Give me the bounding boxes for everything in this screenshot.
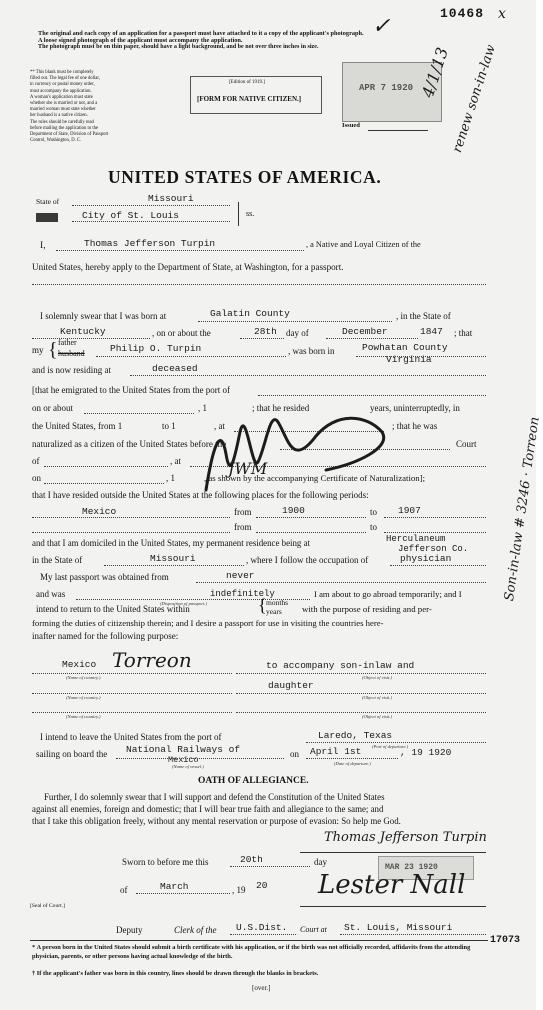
instruction-line: her husband is a native citizen. — [30, 113, 88, 119]
handwritten-initials-mark — [196, 392, 396, 512]
sworn-year-value: 20 — [256, 880, 268, 891]
husband-option: husband — [58, 349, 85, 358]
venue-state-value: Missouri — [148, 193, 194, 204]
father-option: father — [58, 338, 77, 347]
immig-to: to 1 — [162, 421, 176, 431]
departure-year-value: , 19 1920 — [400, 747, 452, 758]
clerk-signature: Lester Nall — [318, 870, 466, 900]
form-label-box — [190, 76, 322, 114]
departure-date-caption: (Date of departure.) — [334, 761, 371, 766]
immig-resided: ; that he resided — [252, 403, 310, 413]
father-birthstate-value: Virginia — [386, 354, 432, 365]
ss-label: ss. — [246, 209, 255, 218]
court-place-value: St. Louis, Missouri — [344, 922, 453, 933]
country-caption-1: (Name of country.) — [66, 675, 101, 680]
handwritten-margin-note: Son-in-law # 3246 · Torreon — [502, 415, 543, 603]
on-about-label: , on or about the — [152, 328, 211, 338]
initials-text: JWM — [228, 459, 268, 478]
visit-purpose-value: to accompany son-inlaw and — [266, 660, 415, 671]
abroad-from-2-label: from — [234, 522, 252, 532]
immig-year-1: , 1 — [198, 403, 207, 413]
object-caption-3: (Object of visit.) — [362, 714, 392, 719]
disposition-caption: (Disposition of passport.) — [160, 601, 208, 606]
immig-at-2: , at — [170, 456, 181, 466]
court-at-label: Court at — [300, 925, 327, 934]
last-passport-value: never — [226, 570, 255, 581]
instruction-line: filled out. The legal fee of one dollar, — [30, 76, 100, 82]
edition-label: [Edition of 1919.] — [229, 80, 265, 85]
intend-return-text: intend to return to the United States within — [36, 604, 190, 614]
photo-note-1: The original and each copy of an application for a passport must have attached to it a copy of the applicant's photograph. — [38, 30, 364, 37]
oath-line-1: Further, I do solemnly swear that I will support and defend the Constitution of the United States — [44, 792, 385, 802]
father-name-value: Philip O. Turpin — [110, 343, 202, 354]
residing-value: deceased — [152, 363, 198, 374]
born-in-label: , was born in — [288, 346, 335, 356]
oath-line-3: that I take this obligation freely, without any mental reservation or purpose of evasion: So help me God. — [32, 816, 401, 826]
check-mark-icon: ✓ — [372, 14, 391, 39]
footnote-father: † If the applicant's father was born in this country, lines should be drawn through the blanks in brackets. — [32, 970, 319, 977]
sworn-day-label: day — [314, 857, 327, 867]
stamp-date: APR 7 1920 — [359, 83, 414, 93]
immig-on-about: on or about — [32, 403, 73, 413]
port-caption: (Port of departure.) — [372, 744, 409, 749]
birth-day-value: 28th — [254, 326, 277, 337]
file-number: 10468 — [440, 6, 485, 21]
instruction-line: whether she is married or not, and a — [30, 101, 98, 107]
instructions-box — [30, 70, 158, 166]
instruction-line: ** This blank must be completely — [30, 70, 94, 75]
abroad-to-label: to — [370, 507, 378, 517]
object-caption-1: (Object of visit.) — [362, 675, 392, 680]
deputy-label: Deputy — [116, 925, 143, 935]
immig-of: of — [32, 456, 40, 466]
court-value: U.S.Dist. — [236, 922, 288, 933]
birth-year-value: 1847 — [420, 326, 443, 337]
immig-years-label: years, uninterruptedly, in — [370, 403, 460, 413]
purpose-residing-text: with the purpose of residing and per- — [302, 604, 432, 614]
clerk-label: Clerk of the — [174, 925, 217, 935]
handwritten-reference: 4/1/13 — [418, 45, 452, 100]
residing-label: and is now residing at — [32, 365, 111, 375]
leave-port-text: I intend to leave the United States from the port of — [40, 732, 222, 742]
instruction-line: Control, Washington, D. C. — [30, 138, 82, 144]
months-option: months — [266, 598, 289, 607]
certificate-text: , as shown by the accompanying Certificate of Naturalization]; — [204, 473, 426, 483]
years-option: years — [266, 607, 282, 616]
over-label: [over.] — [252, 984, 271, 992]
resided-outside-text: that I have resided outside the United States at the following places for the following periods: — [32, 490, 369, 500]
applicant-name: Thomas Jefferson Turpin — [84, 238, 216, 249]
form-type-label: [FORM FOR NATIVE CITIZEN.] — [197, 95, 302, 103]
handwritten-renew-note: renew son-in-law — [450, 43, 500, 155]
visit-country-value: Mexico — [62, 659, 97, 670]
sworn-text: Sworn to before me this — [122, 857, 209, 867]
last-passport-label: My last passport was obtained from — [40, 572, 169, 582]
sworn-year-prefix: , 19 — [232, 885, 246, 895]
that-label: ; that — [454, 328, 473, 338]
instructions-text — [30, 70, 158, 144]
photo-note-3: The photograph must be on thin paper, should have a light background, and be not over three inches in size. — [38, 44, 319, 50]
instruction-line: Department of State, Division of Passport — [30, 132, 109, 138]
domicile-county-value: Jefferson Co. — [398, 544, 469, 554]
instruction-line: A woman's application must state — [30, 94, 93, 100]
sworn-month-value: March — [160, 881, 189, 892]
abroad-from-label: from — [234, 507, 252, 517]
birthplace-value: Galatin County — [210, 308, 290, 319]
born-at-label: I solemnly swear that I was born at — [40, 311, 167, 321]
ship-value-2: Mexico — [168, 755, 199, 765]
applicant-signature: Thomas Jefferson Turpin — [324, 830, 487, 845]
abroad-to-2-label: to — [370, 522, 378, 532]
court-label: Court — [456, 439, 477, 449]
oath-heading: OATH OF ALLEGIANCE. — [198, 776, 309, 786]
side-number: 17073 — [490, 935, 521, 946]
emigrated-text: [that he emigrated to the United States from the port of — [32, 385, 230, 395]
immig-at: , at — [214, 421, 225, 431]
abroad-from-value: 1900 — [282, 505, 305, 516]
and-was-label: and was — [36, 589, 66, 599]
instruction-line: before mailing the application to the — [30, 125, 99, 131]
apply-text: United States, hereby apply to the Department of State, at Washington, for a passport. — [32, 262, 344, 272]
instruction-line: The rules should be carefully read — [30, 119, 94, 125]
state-label: State of — [36, 197, 60, 206]
departure-date-value: April 1st — [310, 746, 362, 757]
birth-state-value: Kentucky — [60, 326, 106, 337]
purpose-intro-text: inafter named for the following purpose: — [32, 631, 179, 641]
country-caption-2: (Name of country.) — [66, 695, 101, 700]
instruction-line: in currency or postal money order, — [30, 82, 95, 88]
domicile-state-label: in the State of — [32, 555, 83, 565]
domicile-state-value: Missouri — [150, 553, 196, 564]
domicile-place-value: Herculaneum — [386, 534, 446, 544]
citizenship-text: forming the duties of citizenship therein; and I desire a passport for use in visiting the countries here- — [32, 618, 384, 628]
immig-he-was: ; that he was — [392, 421, 438, 431]
departure-port-value: Laredo, Texas — [318, 730, 393, 741]
ship-value: National Railways of — [126, 744, 241, 755]
domiciled-text: and that I am domiciled in the United States, my permanent residence being at — [32, 538, 310, 548]
brace-icon: { — [48, 339, 58, 361]
naturalized-text: naturalized as a citizen of the United States before the — [32, 439, 227, 449]
instruction-line: married woman must state whether — [30, 107, 96, 113]
country-caption-3: (Name of country.) — [66, 714, 101, 719]
occupation-label: , where I follow the occupation of — [246, 555, 369, 565]
immig-on: on — [32, 473, 41, 483]
x-mark: x — [498, 6, 506, 22]
native-citizen-text: , a Native and Loyal Citizen of the — [306, 240, 421, 249]
my-label: my — [32, 345, 44, 355]
clerk-stamp-date: MAR 23 1920 — [385, 863, 438, 872]
immig-from: the United States, from 1 — [32, 421, 123, 431]
applicant-intro: I, — [40, 240, 46, 251]
instruction-line: must accompany the application. — [30, 88, 92, 94]
handwritten-torreon: Torreon — [112, 648, 192, 672]
issued-label: Issued — [342, 122, 360, 129]
birth-month-value: December — [342, 326, 388, 337]
father-birthplace-value: Powhatan County — [362, 342, 448, 353]
sworn-of-label: of — [120, 885, 128, 895]
oath-line-2: against all enemies, foreign and domestic; that I will bear true faith and allegiance to the same; and — [32, 804, 384, 814]
duration-value: indefinitely — [210, 589, 275, 599]
brace-icon-2: { — [258, 595, 267, 615]
immig-year-2: , 1 — [166, 473, 175, 483]
in-state-label: , in the State of — [396, 311, 451, 321]
vessel-caption: (Name of vessel.) — [172, 764, 204, 769]
go-abroad-text: I am about to go abroad temporarily; and I — [314, 589, 462, 599]
object-caption-2: (Object of visit.) — [362, 695, 392, 700]
photo-note-2: A loose signed photograph of the applicant must accompany the application. — [38, 37, 243, 44]
sworn-day-value: 20th — [240, 854, 263, 865]
visit-purpose-value-2: daughter — [268, 680, 314, 691]
seal-of-court: [Seal of Court.] — [30, 903, 65, 909]
venue-city-value: City of St. Louis — [82, 210, 179, 221]
abroad-to-value: 1907 — [398, 505, 421, 516]
occupation-value: physician — [400, 553, 452, 564]
footnote-birth-certificate: * A person born in the United States should submit a birth certificate with his application, or if the birth was not officially recorded, affidavits from the attending physician, parents, or other persons having actual knowledge of the birth. — [32, 944, 471, 960]
abroad-place-value: Mexico — [82, 506, 117, 517]
sailing-text: sailing on board the — [36, 749, 108, 759]
document-title: UNITED STATES OF AMERICA. — [108, 167, 382, 187]
county-label-struck: County — [36, 213, 59, 222]
day-of-label: day of — [286, 328, 309, 338]
sailing-on-label: on — [290, 749, 299, 759]
